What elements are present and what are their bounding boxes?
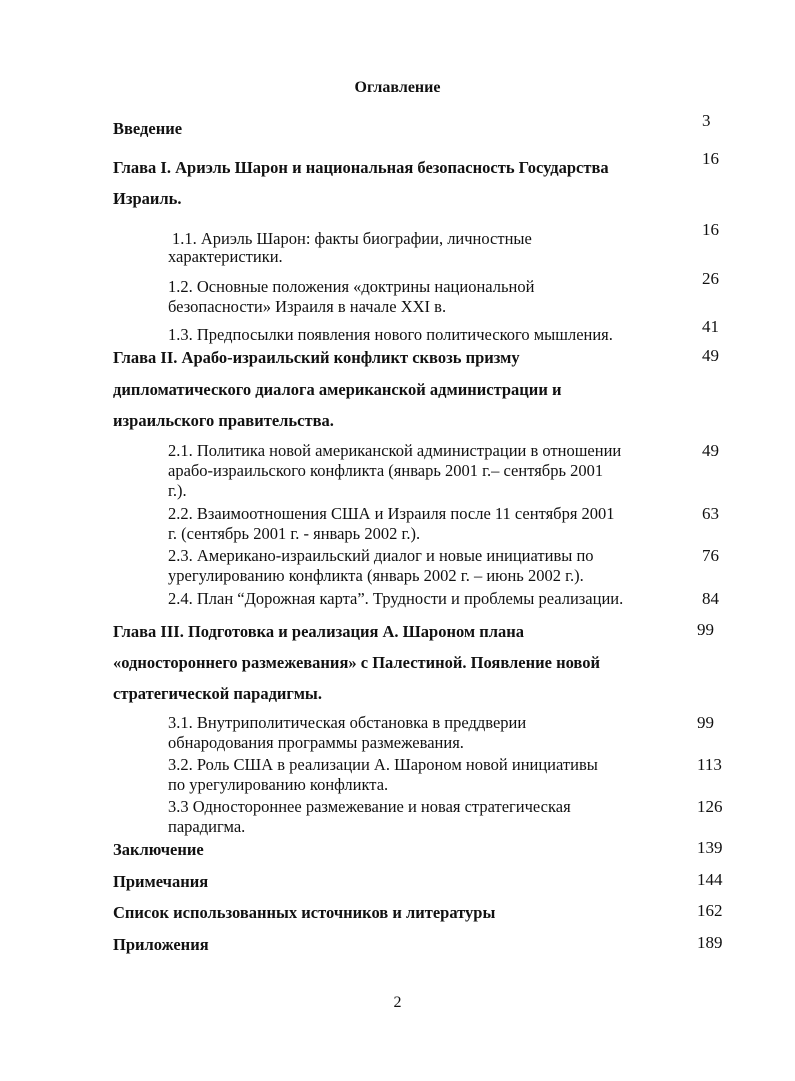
toc-section-2-3-line-1: 2.3. Американо-израильский диалог и новые инициативы по [168,546,594,565]
toc-section-1-2-line-2: безопасности» Израиля в начале XXI в. [168,297,447,316]
toc-entry-notes: Примечания [113,872,209,891]
toc-section-1-2-line-1: 1.2. Основные положения «доктрины национальной [168,277,535,296]
toc-page-chapter-3: 99 [697,620,714,639]
toc-section-1-1-line-1: 1.1. Ариэль Шарон: факты биографии, личностные [172,229,532,248]
toc-chapter-1-line-2: Израиль. [113,189,182,208]
toc-section-3-2-line-1: 3.2. Роль США в реализации А. Шароном новой инициативы [168,755,598,774]
toc-section-2-1-line-3: г.). [168,481,187,500]
toc-section-2-1-line-2: арабо-израильского конфликта (январь 2001 г.– сентябрь 2001 [168,461,604,480]
toc-section-3-2-line-2: по урегулированию конфликта. [168,775,389,794]
toc-chapter-1-line-1: Глава I. Ариэль Шарон и национальная безопасность Государства [113,158,609,177]
toc-entry-conclusion: Заключение [113,840,204,859]
toc-chapter-3-line-3: стратегической парадигмы. [113,684,322,703]
toc-section-2-3-line-2: урегулированию конфликта (январь 2002 г. – июнь 2002 г.). [168,566,584,585]
toc-section-2-2-line-1: 2.2. Взаимоотношения США и Израиля после 11 сентября 2001 [168,504,615,523]
toc-section-2-4: 2.4. План “Дорожная карта”. Трудности и проблемы реализации. [168,589,624,608]
toc-page-section-2-3: 76 [702,546,719,565]
toc-section-1-1-line-2: характеристики. [168,247,283,266]
toc-page-section-3-2: 113 [697,755,722,774]
toc-entry-sources: Список использованных источников и литературы [113,903,496,922]
toc-section-3-3-line-2: парадигма. [168,817,246,836]
toc-page-section-3-3: 126 [697,797,723,816]
toc-section-3-1-line-1: 3.1. Внутриполитическая обстановка в преддверии [168,713,527,732]
toc-title: Оглавление [354,79,441,96]
toc-page-chapter-2: 49 [702,346,719,365]
toc-entry-introduction: Введение [113,119,183,138]
toc-page-section-3-1: 99 [697,713,714,732]
toc-chapter-3-line-1: Глава III. Подготовка и реализация А. Шароном плана [113,622,525,641]
toc-page-section-2-4: 84 [702,589,719,608]
toc-chapter-2-line-2: дипломатического диалога американской администрации и [113,380,562,399]
toc-page-section-2-1: 49 [702,441,719,460]
toc-page-chapter-1: 16 [702,149,719,168]
toc-page-notes: 144 [697,870,723,889]
toc-entry-appendices: Приложения [113,935,209,954]
toc-page-introduction: 3 [702,111,711,130]
toc-page-section-1-2: 26 [702,269,719,288]
toc-chapter-2-line-1: Глава II. Арабо-израильский конфликт сквозь призму [113,348,520,367]
toc-chapter-3-line-2: «одностороннего размежевания» с Палестиной. Появление новой [113,653,600,672]
toc-section-3-3-line-1: 3.3 Одностороннее размежевание и новая стратегическая [168,797,571,816]
toc-page-section-2-2: 63 [702,504,719,523]
page-number: 2 [393,994,402,1011]
toc-section-2-1-line-1: 2.1. Политика новой американской администрации в отношении [168,441,622,460]
toc-page-section-1-3: 41 [702,317,719,336]
toc-section-3-1-line-2: обнародования программы размежевания. [168,733,464,752]
toc-page-section-1-1: 16 [702,220,719,239]
toc-page-conclusion: 139 [697,838,723,857]
toc-page-appendices: 189 [697,933,723,952]
toc-section-2-2-line-2: г. (сентябрь 2001 г. - январь 2002 г.). [168,524,421,543]
toc-section-1-3: 1.3. Предпосылки появления нового политического мышления. [168,325,613,344]
toc-chapter-2-line-3: израильского правительства. [113,411,334,430]
toc-page-sources: 162 [697,901,723,920]
